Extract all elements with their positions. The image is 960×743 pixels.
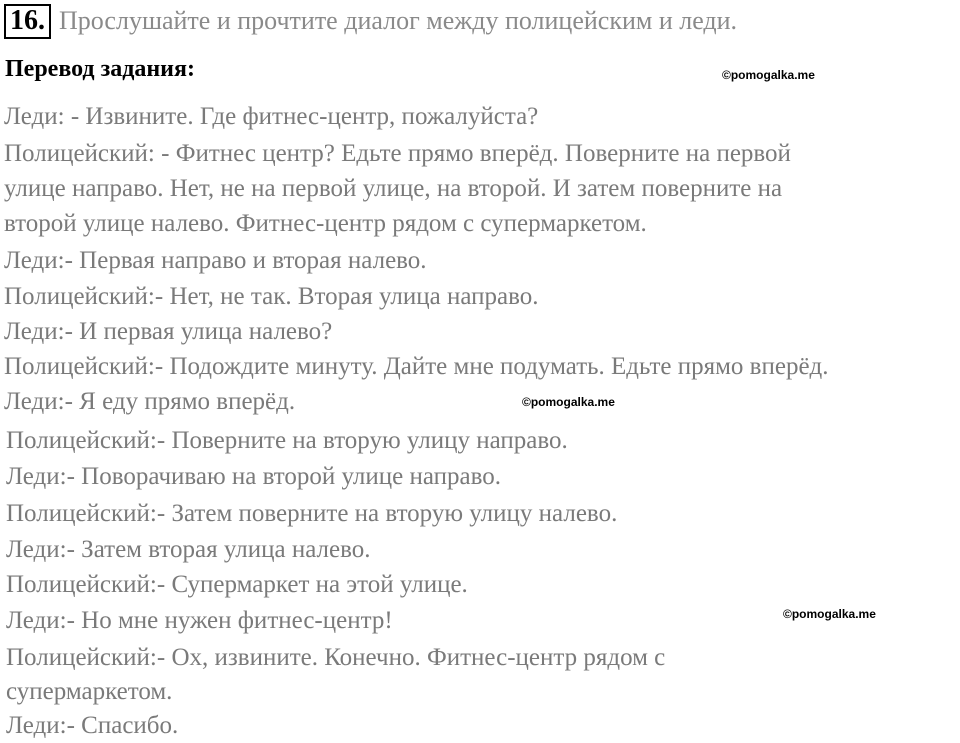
dialog-line: улице направо. Нет, не на первой улице, на второй. И затем поверните на xyxy=(4,175,783,202)
dialog-line: Полицейский:- Поверните на вторую улицу направо. xyxy=(6,427,568,454)
watermark: ©pomogalka.me xyxy=(783,607,876,621)
dialog-line: Леди:- Поворачиваю на второй улице направо. xyxy=(6,463,502,490)
dialog-line: Леди:- Но мне нужен фитнес-центр! xyxy=(6,607,393,634)
dialog-line: супермаркетом. xyxy=(6,678,173,705)
task-instruction: Прослушайте и прочтите диалог между полицейским и леди. xyxy=(59,6,738,35)
dialog-line: Леди:- Первая направо и вторая налево. xyxy=(4,247,427,274)
dialog-line: Леди:- Спасибо. xyxy=(6,712,179,739)
dialog-line: Леди:- И первая улица налево? xyxy=(4,318,333,345)
watermark: ©pomogalka.me xyxy=(722,68,815,82)
dialog-line: Полицейский:- Затем поверните на вторую улицу налево. xyxy=(6,500,618,527)
dialog-line: Полицейский:- Подождите минуту. Дайте мне подумать. Едьте прямо вперёд. xyxy=(4,353,829,380)
translation-heading: Перевод задания: xyxy=(5,56,195,82)
dialog-line: второй улице налево. Фитнес-центр рядом с супермаркетом. xyxy=(4,210,647,237)
watermark: ©pomogalka.me xyxy=(522,395,615,409)
dialog-line: Полицейский:- Ох, извините. Конечно. Фитнес-центр рядом с xyxy=(6,644,666,671)
task-header xyxy=(4,4,737,38)
dialog-line: Полицейский: - Фитнес центр? Едьте прямо вперёд. Поверните на первой xyxy=(4,140,791,167)
dialog-line: Леди: - Извините. Где фитнес-центр, пожалуйста? xyxy=(4,103,539,130)
dialog-line: Полицейский:- Нет, не так. Вторая улица направо. xyxy=(4,283,539,310)
task-number: 16. xyxy=(4,4,51,39)
dialog-line: Леди:- Затем вторая улица налево. xyxy=(6,536,371,563)
dialog-line: Леди:- Я еду прямо вперёд. xyxy=(4,388,296,415)
dialog-line: Полицейский:- Супермаркет на этой улице. xyxy=(6,571,468,598)
